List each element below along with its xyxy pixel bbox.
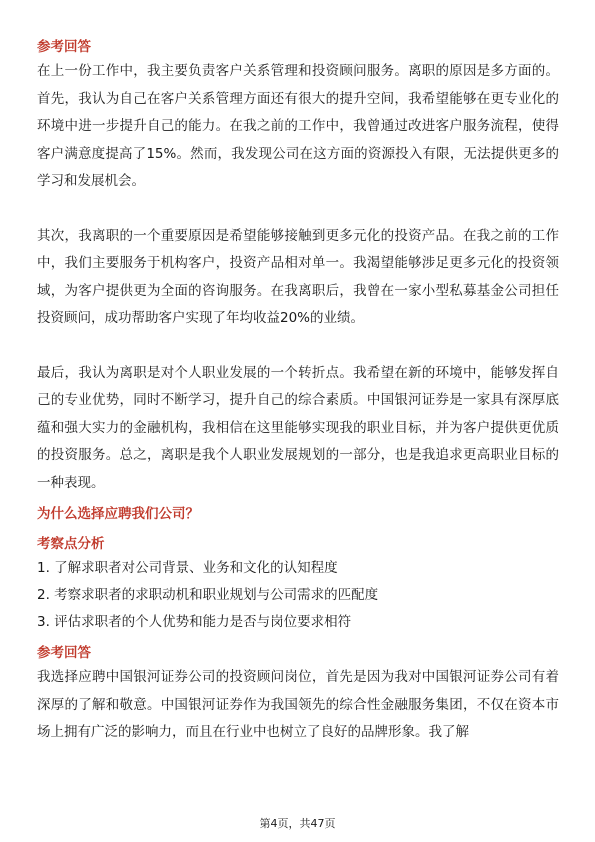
page-footer: 第4页，共47页 — [259, 817, 336, 830]
answer-heading-2: 参考回答 — [37, 645, 91, 661]
answer-paragraph-2: 其次，我离职的一个重要原因是希望能够接触到更多元化的投资产品。在我之前的工作中，我们主要服务于机构客户，投资产品相对单一。我渴望能够涉足更多元化的投资领域，为客户提供更为全面的咨询服务。在我离职后，我曾在一家小型私募基金公司担任投资顾问，成功帮助客户实现了年均收益20%的业绩。 — [37, 227, 559, 326]
page-content — [37, 36, 559, 747]
analysis-point-3: 3. 评估求职者的个人优势和能力是否与岗位要求相符 — [37, 614, 352, 630]
answer-paragraph-4: 我选择应聘中国银河证券公司的投资顾问岗位，首先是因为我对中国银河证券公司有着深厚的了解和敬意。中国银河证券作为我国领先的综合性金融服务集团，不仅在资本市场上拥有广泛的影响力，而且在行业中也树立了良好的品牌形象。我了解 — [37, 669, 559, 740]
question-title: 为什么选择应聘我们公司？ — [37, 506, 199, 522]
analysis-heading: 考察点分析 — [37, 536, 105, 552]
paragraph-spacer — [37, 196, 559, 223]
answer-heading: 参考回答 — [37, 39, 91, 55]
analysis-point-2: 2. 考察求职者的求职动机和职业规划与公司需求的匹配度 — [37, 587, 379, 603]
analysis-point-1: 1. 了解求职者对公司背景、业务和文化的认知程度 — [37, 560, 338, 576]
answer-paragraph-3: 最后，我认为离职是对个人职业发展的一个转折点。我希望在新的环境中，能够发挥自己的专业优势，同时不断学习，提升自己的综合素质。中国银河证券是一家具有深厚底蕴和强大实力的金融机构，我相信在这里能够实现我的职业目标，并为客户提供更优质的投资服务。总之，离职是我个人职业发展规划的一部分，也是我追求更高职业目标的一种表现。 — [37, 364, 559, 491]
answer-paragraph-1: 在上一份工作中，我主要负责客户关系管理和投资顾问服务。离职的原因是多方面的。首先，我认为自己在客户关系管理方面还有很大的提升空间，我希望能够在更专业化的环境中进一步提升自己的能力。在我之前的工作中，我曾通过改进客户服务流程，使得客户满意度提高了15%。然而，我发现公司在这方面的资源投入有限，无法提供更多的学习和发展机会。 — [37, 63, 559, 189]
paragraph-spacer — [37, 333, 559, 360]
